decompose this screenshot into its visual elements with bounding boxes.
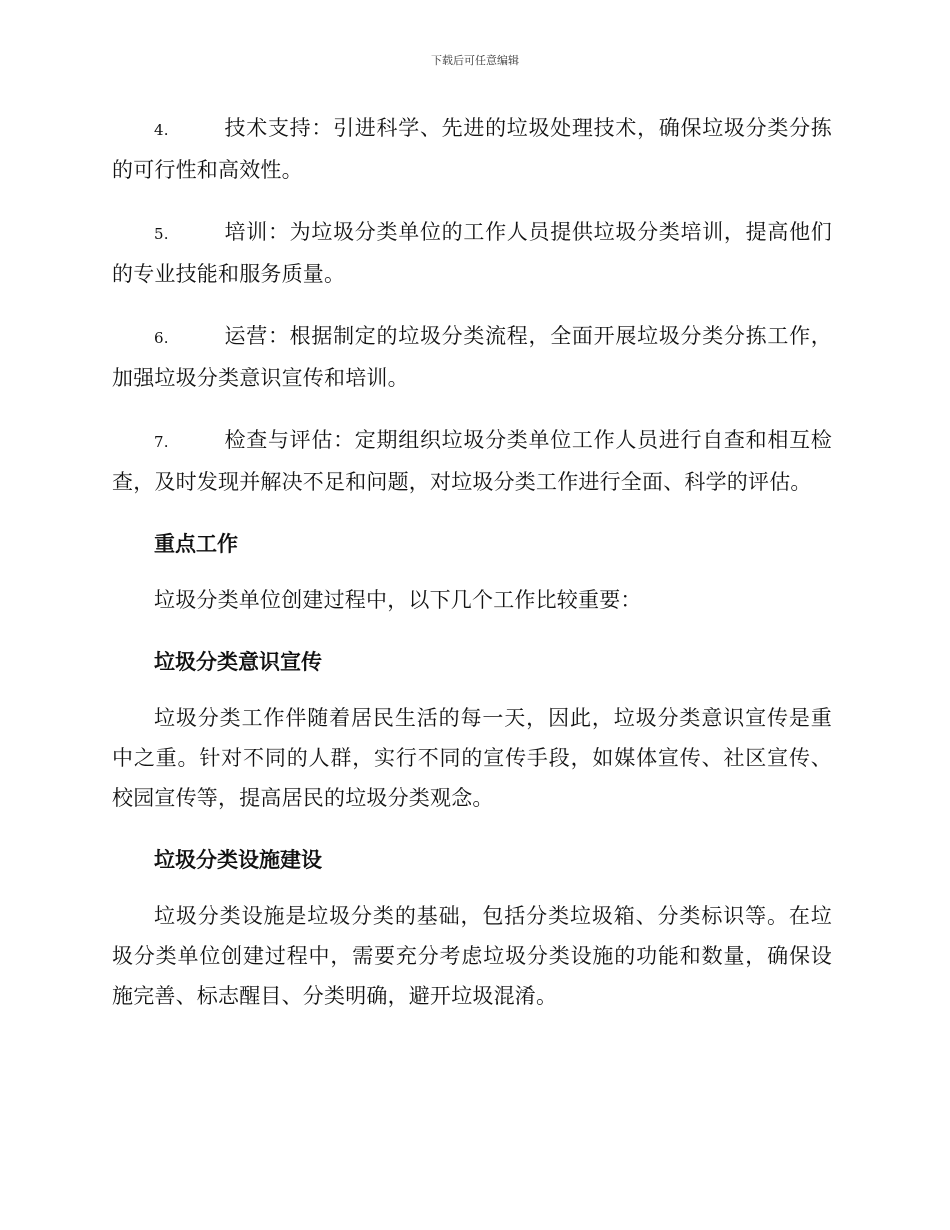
facilities-paragraph: 垃圾分类设施是垃圾分类的基础，包括分类垃圾箱、分类标识等。在垃圾分类单位创建过程中，需要充分考虑垃圾分类设施的功能和数量，确保设施完善、标志醒目、分类明确，避开垃圾混淆。: [112, 904, 832, 1008]
list-item-6: [112, 316, 832, 398]
list-number: 7.: [154, 433, 169, 451]
document-body: [112, 108, 832, 1038]
list-number: 4.: [154, 121, 169, 139]
list-text: 运营：根据制定的垃圾分类流程，全面开展垃圾分类分拣工作，加强垃圾分类意识宣传和培训。: [112, 324, 832, 390]
list-number: 5.: [154, 225, 169, 243]
list-item-4: [112, 108, 832, 190]
list-text: 培训：为垃圾分类单位的工作人员提供垃圾分类培训，提高他们的专业技能和服务质量。: [112, 220, 832, 286]
section-heading-key-work: 重点工作: [154, 532, 238, 556]
list-number: 6.: [154, 329, 169, 347]
section-intro-paragraph: 垃圾分类单位创建过程中，以下几个工作比较重要：: [154, 588, 642, 612]
awareness-paragraph: 垃圾分类工作伴随着居民生活的每一天，因此，垃圾分类意识宣传是重中之重。针对不同的人群，实行不同的宣传手段，如媒体宣传、社区宣传、校园宣传等，提高居民的垃圾分类观念。: [112, 706, 832, 810]
list-item-5: [112, 212, 832, 294]
section-heading-awareness: 垃圾分类意识宣传: [154, 650, 322, 674]
section-heading-facilities: 垃圾分类设施建设: [154, 848, 322, 872]
list-text: 检查与评估：定期组织垃圾分类单位工作人员进行自查和相互检查，及时发现并解决不足和问题，对垃圾分类工作进行全面、科学的评估。: [112, 428, 832, 494]
list-item-7: [112, 420, 832, 502]
list-text: 技术支持：引进科学、先进的垃圾处理技术，确保垃圾分类分拣的可行性和高效性。: [112, 116, 832, 182]
page-header: 下载后可任意编辑: [431, 54, 519, 67]
